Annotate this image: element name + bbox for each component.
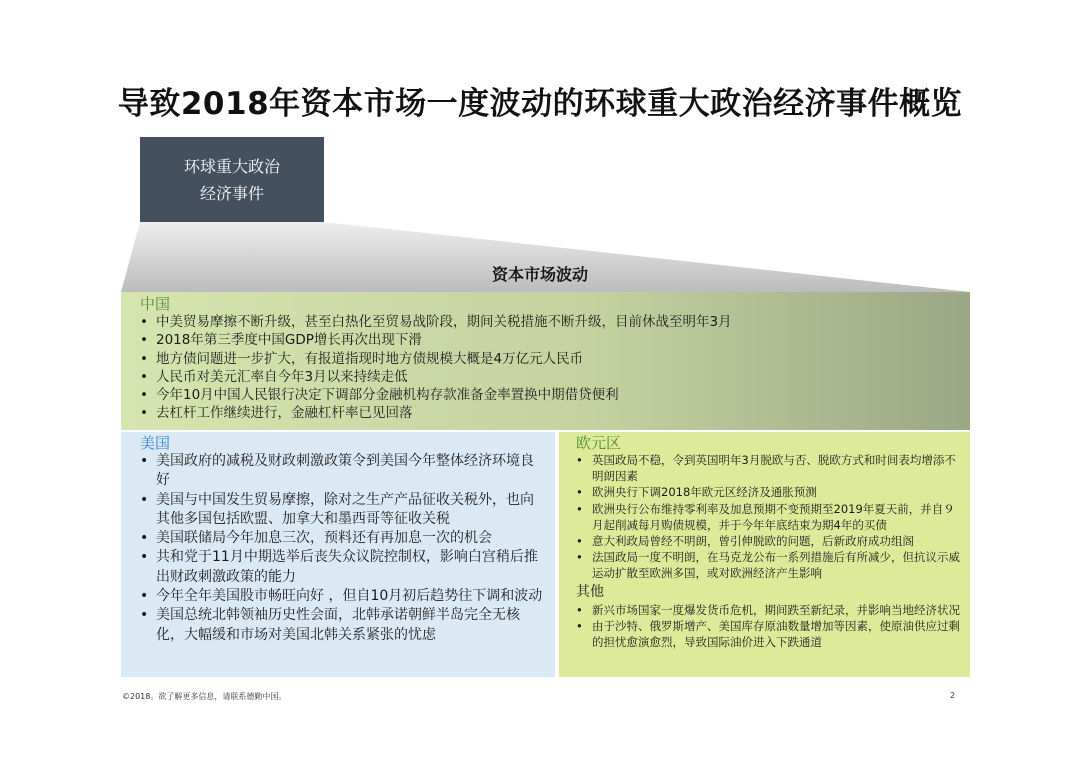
page-number: 2: [950, 691, 956, 700]
list-item: • 去杠杆工作继续进行，金融杠杆率已见回落: [140, 404, 958, 422]
list-item: • 共和党于11月中期选举后丧失众议院控制权，影响白宫稍后推出财政刺激政策的能力: [140, 548, 545, 587]
china-list: [140, 313, 958, 423]
list-item: • 由于沙特、俄罗斯增产、美国库存原油数量增加等因素，使原油供应过剩的担忧愈演愈烈，导致国际油价进入下跌通道: [576, 618, 962, 650]
list-item: • 欧洲央行下调2018年欧元区经济及通胀预测: [576, 484, 962, 500]
eurozone-list: [576, 452, 962, 582]
us-list: [140, 452, 545, 645]
list-item: • 人民币对美元汇率自今年3月以来持续走低: [140, 368, 958, 386]
list-item: • 美国与中国发生贸易摩擦，除对之生产产品征收关税外，也向其他多国包括欧盟、加拿大和墨西哥等征收关税: [140, 491, 545, 530]
china-panel: [121, 292, 970, 430]
footer-copyright: ©2018。欲了解更多信息，请联系德勤中国。: [122, 692, 287, 701]
page-title: 导致2018年资本市场一度波动的环球重大政治经济事件概览: [117, 86, 963, 122]
other-title: 其他: [576, 583, 604, 600]
list-item: • 美国政府的减税及财政刺激政策令到美国今年整体经济环境良好: [140, 452, 545, 491]
list-item: • 英国政局不稳，令到英国明年3月脱欧与否、脱欧方式和时间表均增添不明朗因素: [576, 452, 962, 484]
global-events-box: [140, 137, 324, 222]
us-title: 美国: [140, 434, 171, 452]
list-item: • 法国政局一度不明朗，在马克龙公布一系列措施后有所减少，但抗议示威运动扩散至欧洲多国，或对欧洲经济产生影响: [576, 549, 962, 581]
list-item: • 欧洲央行公布维持零利率及加息预期不变预期至2019年夏天前，并自９月起削减每月购债规模，并于今年年底结束为期4年的买债: [576, 501, 962, 533]
list-item: • 中美贸易摩擦不断升级，甚至白热化至贸易战阶段，期间关税措施不断升级，目前休战至明年3月: [140, 313, 958, 331]
china-title: 中国: [140, 295, 171, 313]
list-item: • 意大利政局曾经不明朗，曾引伸脱欧的问题，后新政府成功组阁: [576, 533, 962, 549]
us-panel: [121, 432, 555, 677]
event-box-line1: 环球重大政治: [183, 156, 280, 176]
list-item: • 今年全年美国股市畅旺向好 ，但自10月初后趋势往下调和波动: [140, 587, 545, 606]
list-item: • 2018年第三季度中国GDP增长再次出现下滑: [140, 331, 958, 349]
funnel-label: 资本市场波动: [491, 265, 588, 284]
list-item: • 美国联储局今年加息三次，预料还有再加息一次的机会: [140, 529, 545, 548]
list-item: • 地方债问题进一步扩大，有报道指现时地方债规模大概是4万亿元人民币: [140, 350, 958, 368]
event-box-line2: 经济事件: [199, 183, 264, 203]
eurozone-panel: [559, 432, 970, 677]
list-item: • 今年10月中国人民银行决定下调部分金融机构存款准备金率置换中期借贷便利: [140, 386, 958, 404]
eurozone-title: 欧元区: [576, 434, 622, 452]
list-item: • 新兴市场国家一度爆发货币危机，期间跌至新纪录，并影响当地经济状况: [576, 602, 962, 618]
other-list: [576, 602, 962, 651]
list-item: • 美国总统北韩领袖历史性会面，北韩承诺朝鲜半岛完全无核化，大幅缓和市场对美国北韩关系紧张的忧虑: [140, 606, 545, 645]
